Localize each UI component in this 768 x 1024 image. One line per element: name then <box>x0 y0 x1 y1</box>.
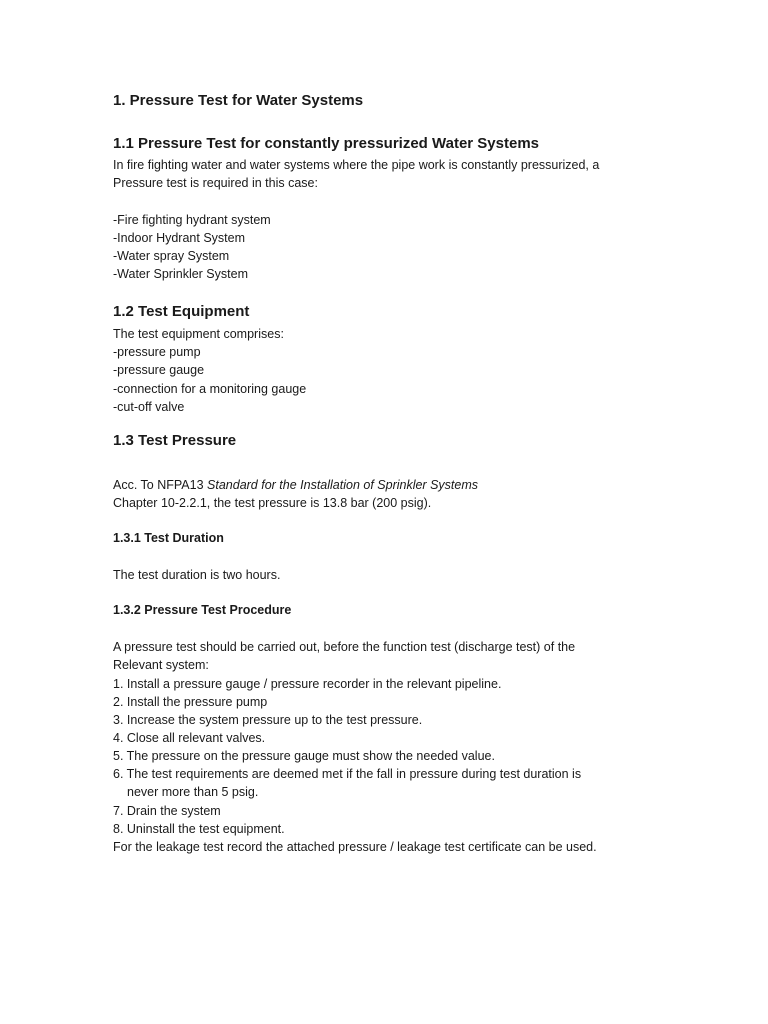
section-1-3-2-closing: For the leakage test record the attached pressure / leakage test certificate can be used. <box>113 840 597 854</box>
section-1-3-1-text: The test duration is two hours. <box>113 568 281 582</box>
procedure-step: 2. Install the pressure pump <box>113 695 268 709</box>
section-1-3-2-heading: 1.3.2 Pressure Test Procedure <box>113 603 292 617</box>
nfpa-reference-text: Acc. To NFPA13 <box>113 478 208 492</box>
list-item: -Fire fighting hydrant system <box>113 213 271 227</box>
section-1-3-1-heading: 1.3.1 Test Duration <box>113 531 224 545</box>
standard-title: Standard for the Installation of Sprinkler Systems <box>207 478 478 492</box>
section-1-3-line-2: Chapter 10-2.2.1, the test pressure is 13.8 bar (200 psig). <box>113 496 432 510</box>
section-1-3-2-intro-line-1: A pressure test should be carried out, before the function test (discharge test) of the <box>113 640 576 654</box>
procedure-step: 1. Install a pressure gauge / pressure recorder in the relevant pipeline. <box>113 677 502 691</box>
procedure-step: 4. Close all relevant valves. <box>113 731 266 745</box>
section-1-3-line-1 <box>113 476 478 494</box>
procedure-step: 3. Increase the system pressure up to the test pressure. <box>113 713 423 727</box>
list-item: -pressure pump <box>113 345 201 359</box>
procedure-step: 5. The pressure on the pressure gauge must show the needed value. <box>113 749 495 763</box>
procedure-step: 6. The test requirements are deemed met if the fall in pressure during test duration is <box>113 767 582 781</box>
procedure-step: 7. Drain the system <box>113 804 221 818</box>
section-1-3-heading: 1.3 Test Pressure <box>113 432 237 449</box>
procedure-step-continuation: never more than 5 psig. <box>127 785 259 799</box>
list-item: -connection for a monitoring gauge <box>113 382 307 396</box>
section-1-3-2-intro-line-2: Relevant system: <box>113 658 209 672</box>
list-item: -cut-off valve <box>113 400 185 414</box>
list-item: -pressure gauge <box>113 363 205 377</box>
section-1-2-heading: 1.2 Test Equipment <box>113 303 250 320</box>
list-item: -Water spray System <box>113 249 230 263</box>
section-1-heading: 1. Pressure Test for Water Systems <box>113 92 364 109</box>
section-1-1-intro-line-2: Pressure test is required in this case: <box>113 176 318 190</box>
section-1-2-intro: The test equipment comprises: <box>113 327 284 341</box>
procedure-step: 8. Uninstall the test equipment. <box>113 822 285 836</box>
list-item: -Water Sprinkler System <box>113 267 248 281</box>
section-1-1-heading: 1.1 Pressure Test for constantly pressurized Water Systems <box>113 135 539 152</box>
section-1-1-intro-line-1: In fire fighting water and water systems where the pipe work is constantly pressurized, a <box>113 158 600 172</box>
list-item: -Indoor Hydrant System <box>113 231 245 245</box>
